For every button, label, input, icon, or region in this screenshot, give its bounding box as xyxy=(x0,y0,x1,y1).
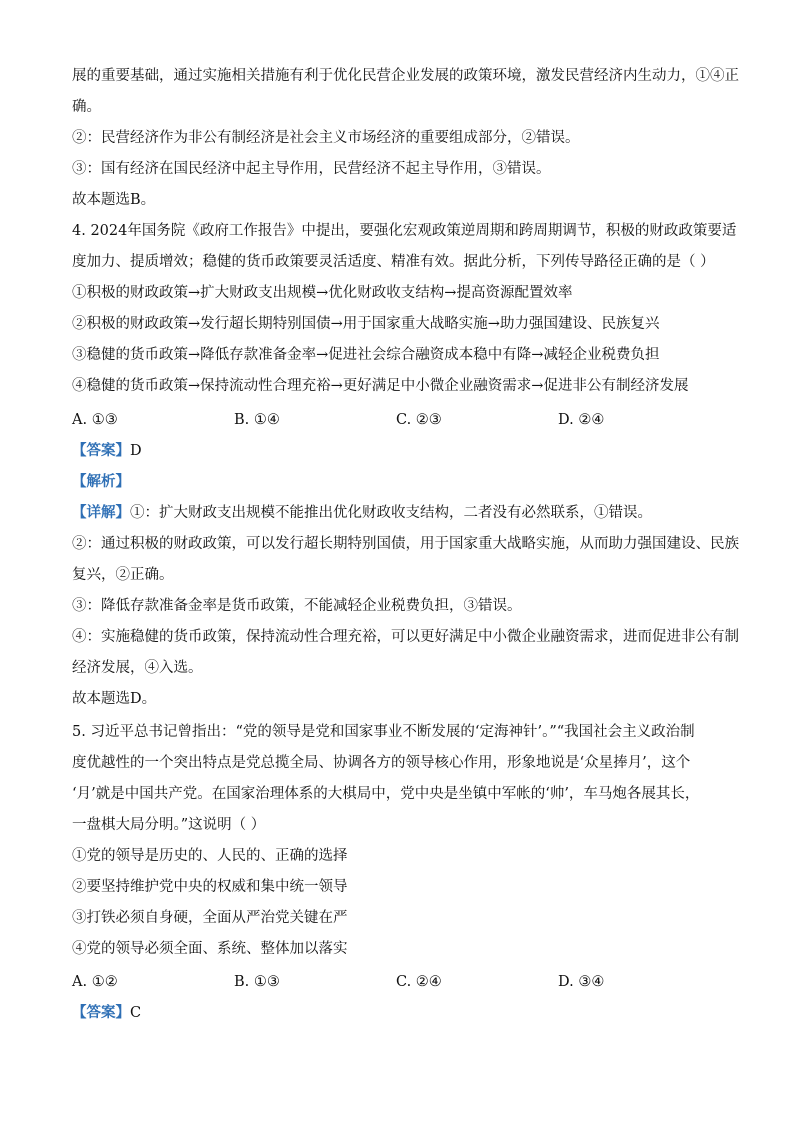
q5-item-3: ③打铁必须自身硬，全面从严治党关键在严 xyxy=(72,910,348,926)
q4-answer xyxy=(72,441,142,461)
q5-item-1: ①党的领导是历史的、人民的、正确的选择 xyxy=(72,848,348,864)
q4-option-b: B. ①④ xyxy=(234,412,280,428)
prev-line-1: 展的重要基础，通过实施相关措施有利于优化民营企业发展的政策环境，激发民营经济内生动力，①④正 xyxy=(72,68,739,84)
q4-options xyxy=(72,410,727,430)
q4-item-1: ①积极的财政政策→扩大财政支出规模→优化财政收支结构→提高资源配置效率 xyxy=(72,285,573,301)
answer-tag: 【答案】 xyxy=(72,442,130,459)
q4-option-a: A. ①③ xyxy=(72,412,118,428)
q4-analysis-heading xyxy=(72,472,130,492)
q4-detail-4a: ④：实施稳健的货币政策，保持流动性合理充裕，可以更好满足中小微企业融资需求，进而促进非公有制 xyxy=(72,629,739,645)
q5-option-a: A. ①② xyxy=(72,974,118,990)
prev-line-3: ②：民营经济作为非公有制经济是社会主义市场经济的重要组成部分，②错误。 xyxy=(72,130,580,146)
q4-detail-4b: 经济发展，④入选。 xyxy=(72,660,203,676)
q4-item-2: ②积极的财政政策→发行超长期特别国债→用于国家重大战略实施→助力强国建设、民族复兴 xyxy=(72,316,660,332)
q4-conclusion: 故本题选D。 xyxy=(72,691,157,707)
prev-conclusion: 故本题选B。 xyxy=(72,192,156,208)
answer-value: C xyxy=(130,1005,142,1021)
q5-options xyxy=(72,972,727,992)
prev-line-4: ③：国有经济在国民经济中起主导作用，民营经济不起主导作用，③错误。 xyxy=(72,161,551,177)
q5-option-c: C. ②④ xyxy=(396,974,442,990)
q4-item-4: ④稳健的货币政策→保持流动性合理充裕→更好满足中小微企业融资需求→促进非公有制经济发展 xyxy=(72,378,689,394)
detail-tag: 【详解】 xyxy=(72,504,130,521)
detail-text-1: ①：扩大财政支出规模不能推出优化财政收支结构，二者没有必然联系，①错误。 xyxy=(130,505,652,521)
q4-detail-2a: ②：通过积极的财政政策，可以发行超长期特别国债，用于国家重大战略实施，从而助力强国建设、民族 xyxy=(72,536,739,552)
q5-item-4: ④党的领导必须全面、系统、整体加以落实 xyxy=(72,941,348,957)
q5-stem-line-3: ‘月’就是中国共产党。在国家治理体系的大棋局中，党中央是坐镇中军帐的‘帅’，车马炮各展其长， xyxy=(72,786,700,802)
q4-detail-2b: 复兴，②正确。 xyxy=(72,567,174,583)
q4-option-c: C. ②③ xyxy=(396,412,442,428)
q5-option-b: B. ①③ xyxy=(234,974,280,990)
q5-stem-line-2: 度优越性的一个突出特点是党总揽全局、协调各方的领导核心作用，形象地说是‘众星捧月’，这个 xyxy=(72,755,691,771)
q4-item-3: ③稳健的货币政策→降低存款准备金率→促进社会综合融资成本稳中有降→减轻企业税费负担 xyxy=(72,347,660,363)
q4-option-d: D. ②④ xyxy=(558,412,605,428)
q5-stem-line-4: 一盘棋大局分明。”这说明（ ） xyxy=(72,817,266,833)
analysis-tag: 【解析】 xyxy=(72,473,130,490)
q4-stem-line-1: 4. 2024年国务院《政府工作报告》中提出，要强化宏观政策逆周期和跨周期调节，积极的财政政策要适 xyxy=(72,223,737,239)
answer-tag: 【答案】 xyxy=(72,1004,130,1021)
q5-option-d: D. ③④ xyxy=(558,974,605,990)
answer-value: D xyxy=(130,443,142,459)
q4-detail-3: ③：降低存款准备金率是货币政策，不能减轻企业税费负担，③错误。 xyxy=(72,598,522,614)
q4-detail-1 xyxy=(72,503,652,523)
q5-stem-line-1: 5. 习近平总书记曾指出：“党的领导是党和国家事业不断发展的‘定海神针’。”“我国社会主义政治制 xyxy=(72,724,695,740)
q5-answer xyxy=(72,1003,141,1023)
q5-item-2: ②要坚持维护党中央的权威和集中统一领导 xyxy=(72,879,348,895)
prev-line-2: 确。 xyxy=(72,99,101,115)
q4-stem-line-2: 度加力、提质增效；稳健的货币政策要灵活适度、精准有效。据此分析，下列传导路径正确的是（ ） xyxy=(72,254,715,270)
